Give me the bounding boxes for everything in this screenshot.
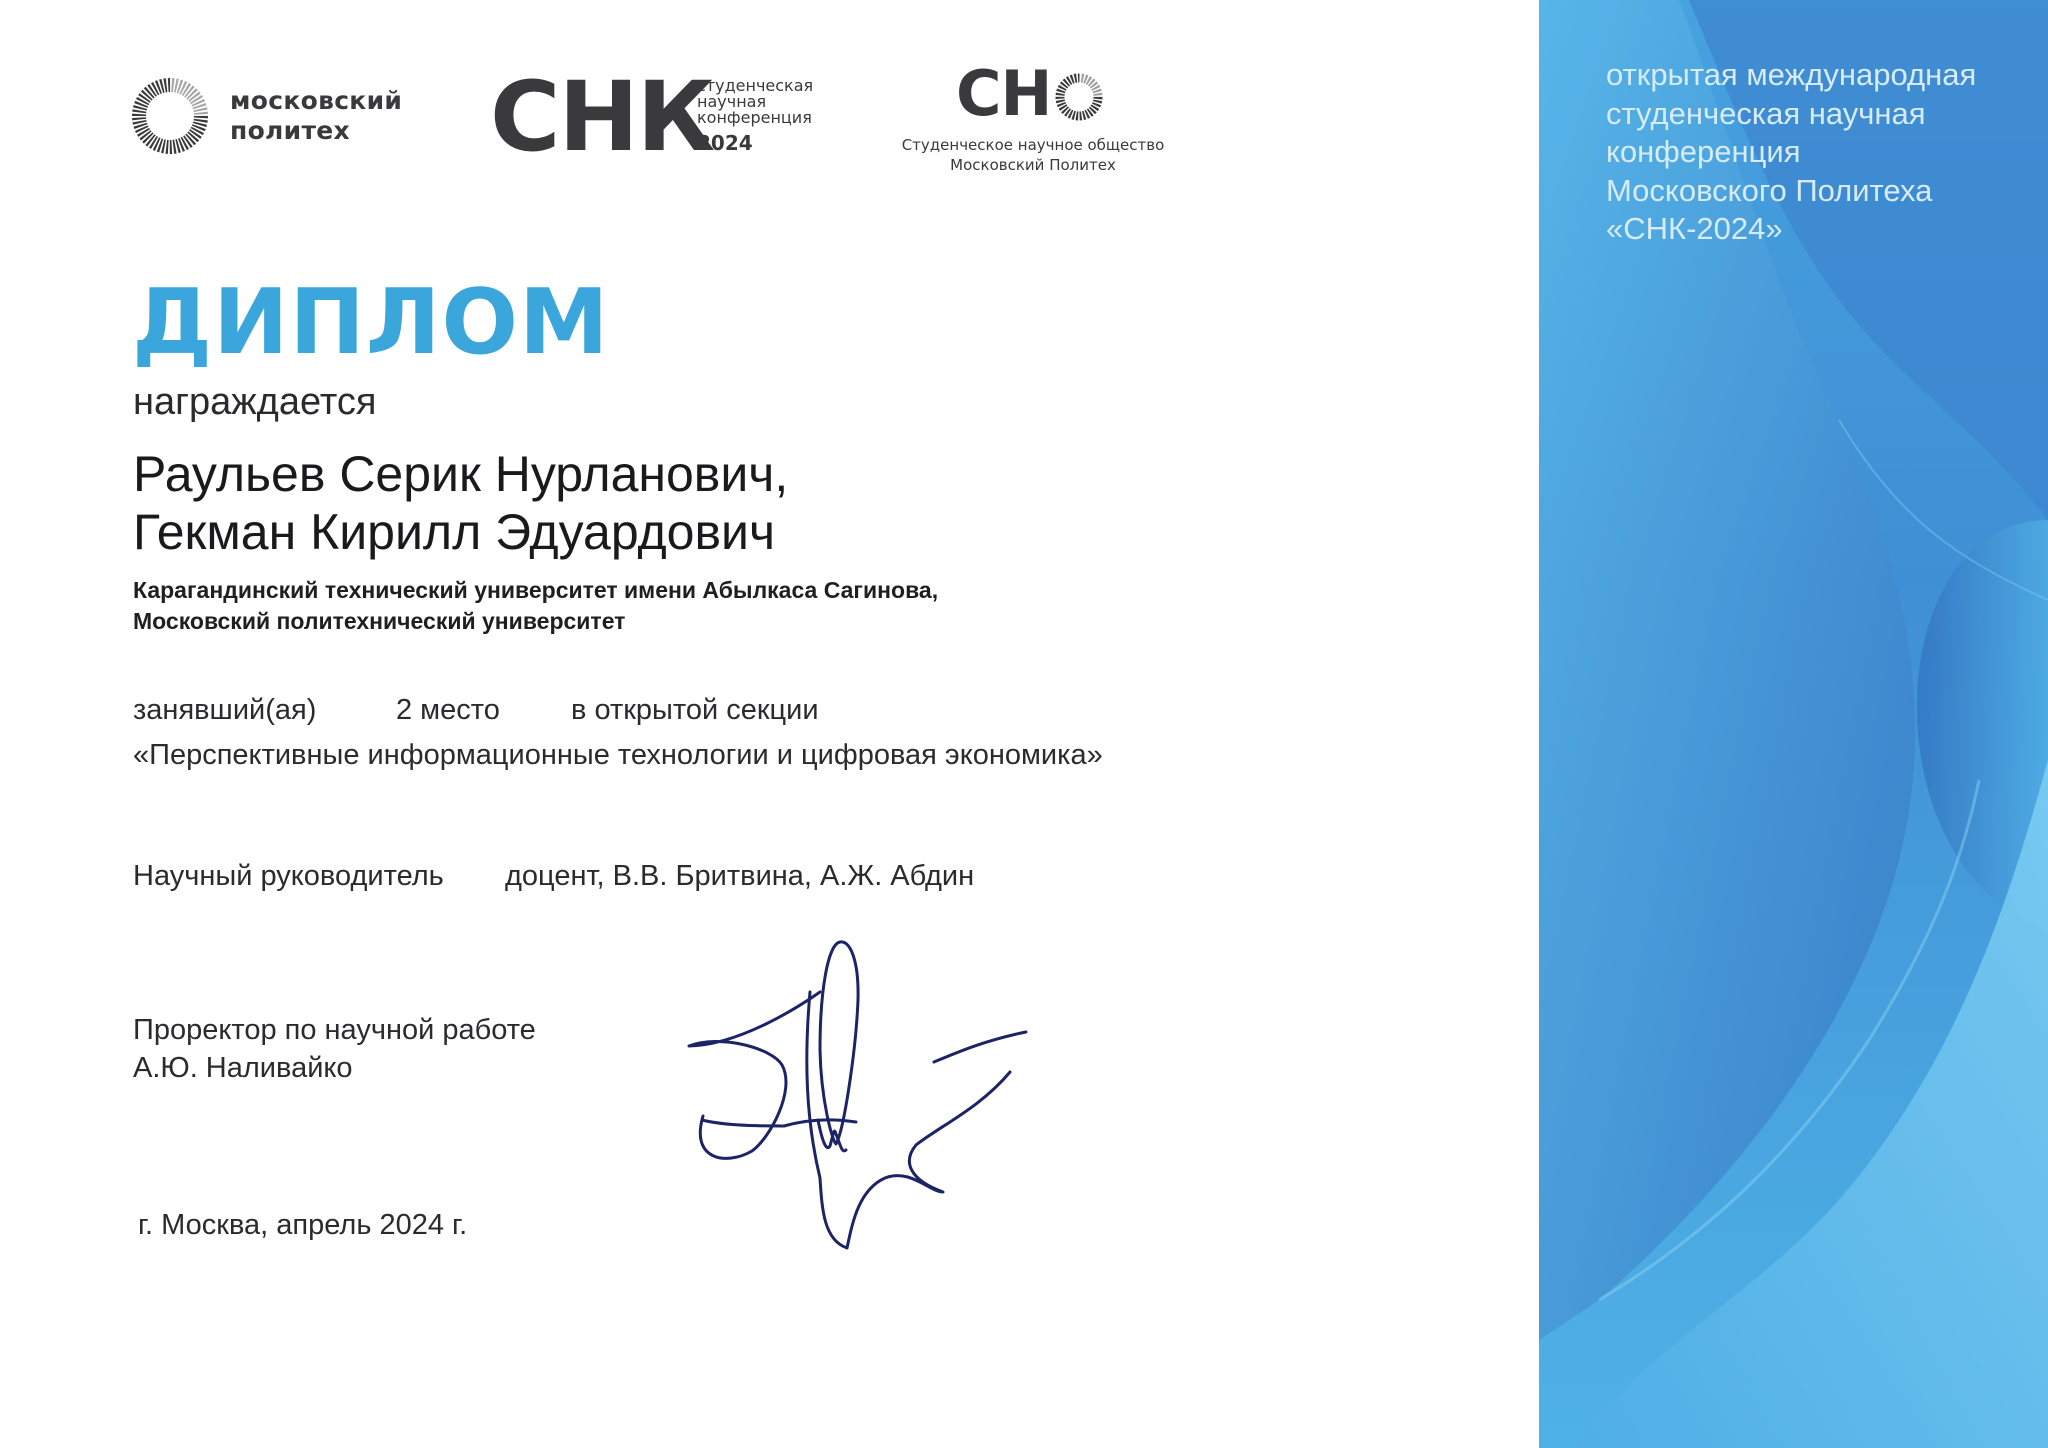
place-prefix: занявший(ая)	[133, 694, 317, 726]
recipient-name-2: Гекман Кирилл Эдуардович	[133, 504, 776, 560]
snk-logo	[490, 61, 830, 173]
supervisor-value: доцент, В.В. Бритвина, А.Ж. Абдин	[505, 860, 975, 892]
mospolytech-logo	[132, 78, 432, 154]
awarded-label: награждается	[133, 381, 377, 423]
conference-line-4: Московского Политеха	[1606, 172, 1933, 208]
conference-line-3: конференция	[1606, 134, 1801, 169]
conference-description	[1606, 56, 2036, 249]
sno-logo-caption2: Московский Политех	[950, 156, 1116, 174]
sno-logo	[888, 57, 1178, 180]
signature-image	[680, 930, 1040, 1260]
snk-logo-line3: конференция	[697, 108, 812, 127]
snk-logo-year: 2024	[697, 131, 753, 155]
section-name: «Перспективные информационные технологии и цифровая экономика»	[133, 739, 1103, 771]
snk-logo-abbr: СНК	[490, 61, 714, 173]
mospolytech-logo-line1: московский	[230, 86, 403, 115]
mospolytech-logo-line2: политех	[230, 116, 350, 145]
sno-logo-abbr: СН	[956, 57, 1052, 130]
supervisor-label: Научный руководитель	[133, 860, 444, 892]
conference-line-1: открытая международная	[1606, 57, 1977, 92]
conference-line-2: студенческая научная	[1606, 95, 1926, 131]
organization-1: Карагандинский технический университет имени Абылкаса Сагинова,	[133, 577, 939, 603]
conference-line-5: «СНК-2024»	[1606, 211, 1783, 246]
prorector-title: Проректор по научной работе	[133, 1014, 536, 1046]
snk-logo-line1: студенческая	[697, 76, 814, 95]
sno-logo-caption1: Студенческое научное общество	[901, 136, 1165, 154]
diploma-title: ДИПЛОМ	[132, 270, 610, 375]
place-value: 2 место	[396, 694, 500, 726]
prorector-name: А.Ю. Наливайко	[133, 1052, 353, 1084]
organization-2: Московский политехнический университет	[133, 608, 626, 634]
sno-ring-icon	[1054, 72, 1110, 122]
mospolytech-swirl-icon	[132, 78, 208, 154]
snk-logo-line2: научная	[697, 92, 767, 111]
section-prefix: в открытой секции	[571, 694, 819, 726]
place-date: г. Москва, апрель 2024 г.	[138, 1209, 468, 1241]
recipient-name-1: Раульев Серик Нурланович,	[133, 446, 789, 502]
